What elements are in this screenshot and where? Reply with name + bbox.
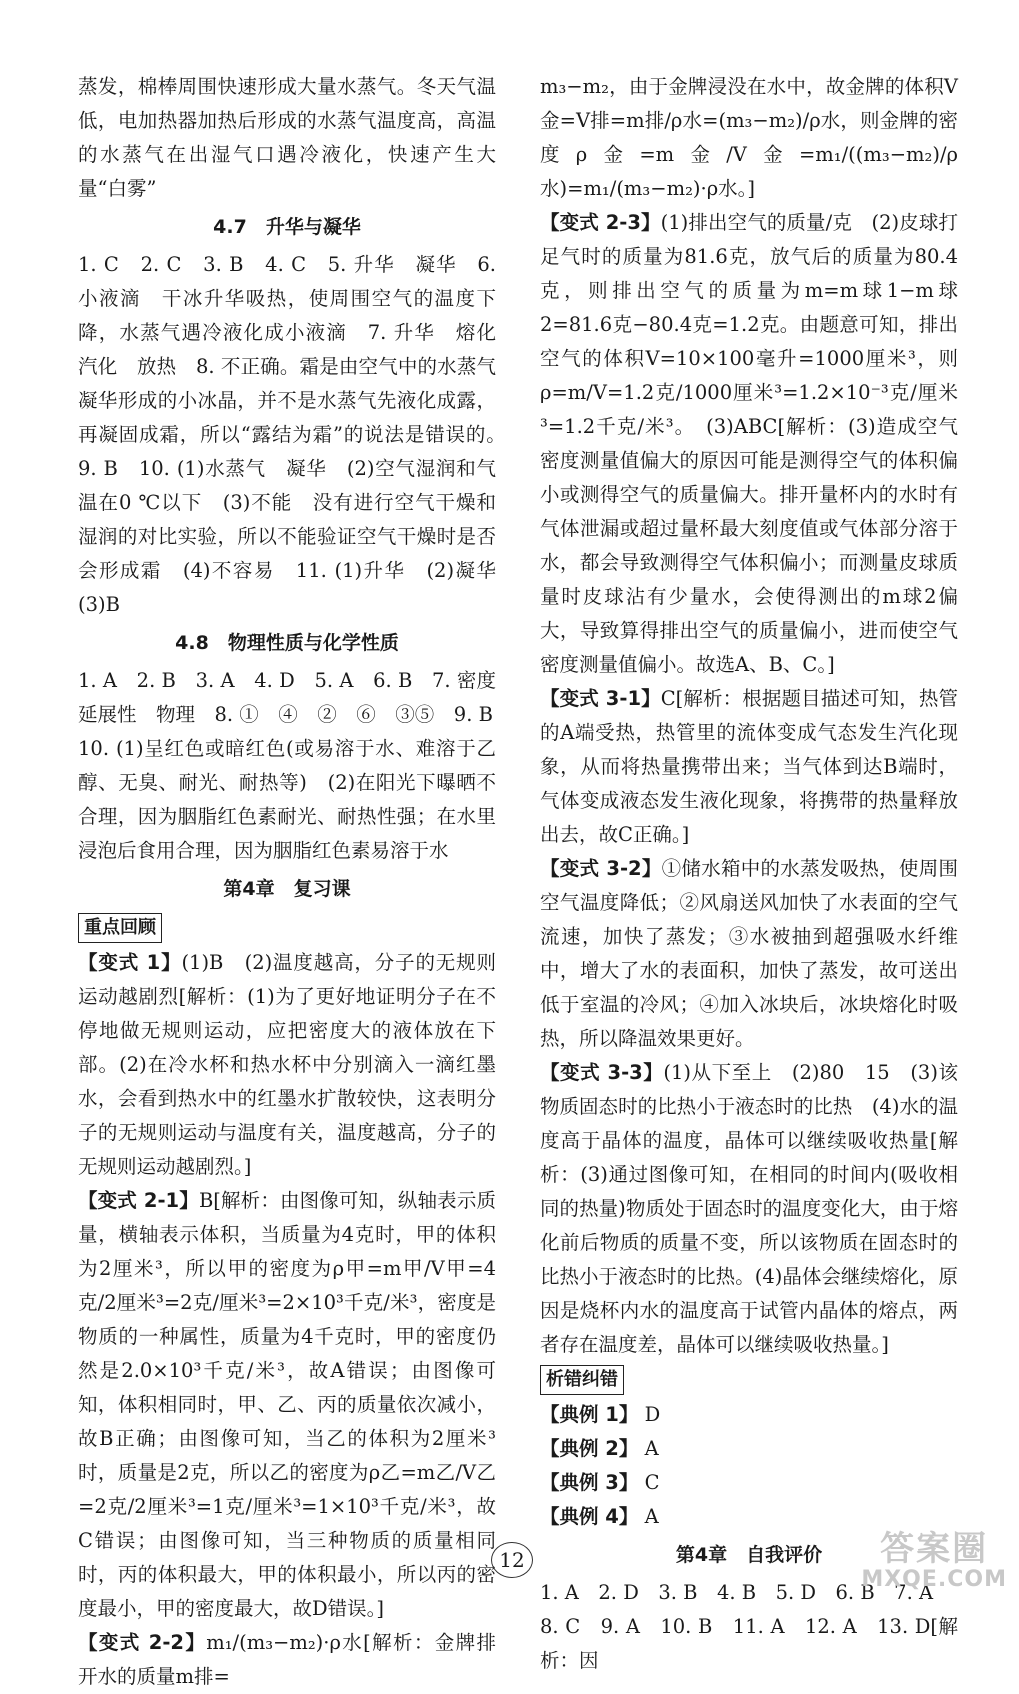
variant-3-2 [540,852,958,1056]
example-2 [540,1432,958,1466]
section-4-7-title: 4.7 升华与凝华 [213,216,361,238]
example-answer: D [644,1403,661,1426]
example-answer: A [644,1505,659,1528]
variant-1 [78,946,496,1184]
watermark [861,1530,1007,1592]
variant-body: (1)从下至上 (2)80 15 (3)该物质固态时的比热小于液态时的比热 (4)水的温度高于晶体的温度，晶体可以继续吸收热量[解析：(3)通过图像可知，在相同的时间内(吸收相同的热量)物质处于固态时的温度变化大，由于熔化前后物质的质量不变，所以该物质在固态时的比热小于液态时的比热。(4)晶体会继续熔化，原因是烧杯内水的温度高于试管内晶体的熔点，两者存在温度差，晶体可以继续吸收热量。] [540,1061,958,1356]
example-1 [540,1398,958,1432]
review-title: 第4章 复习课 [223,878,351,900]
variant-tag: 【变式 2-1】 [78,1189,199,1212]
section-4-7-answers: 1. C 2. C 3. B 4. C 5. 升华 凝华 6. 小液滴 干冰升华吸热，使周围空气的温度下降，水蒸气遇冷液化成小液滴 7. 升华 熔化 汽化 放热 8. 不正确。霜是由空气中的水蒸气凝华形成的小冰晶，并不是水蒸气先液化成露，再凝固成霜，所以“露结为霜”的说法是错误的。 9. B 10. (1)水蒸气 凝华 (2)空气湿润和气温在0 ℃以下 (3)不能 没有进行空气干燥和湿润的对比实验，所以不能验证空气干燥时是否会形成霜 (4)不容易 11. (1)升华 (2)凝华 (3)B [78,253,516,616]
example-tag: 【典例 4】 [540,1505,639,1528]
variant-tag: 【变式 1】 [78,951,182,974]
variant-2-2 [78,1626,496,1694]
example-answer: C [644,1471,660,1494]
section-4-8-title: 4.8 物理性质与化学性质 [175,632,399,654]
watermark-url: MXQE.COM [861,1567,1007,1592]
example-tag: 【典例 3】 [540,1471,639,1494]
variant-tag: 【变式 3-1】 [540,687,661,710]
variant-tag: 【变式 3-3】 [540,1061,664,1084]
intro-paragraph: 蒸发，棉棒周围快速形成大量水蒸气。冬天气温低，电加热器加热后形成的水蒸气温度高，高温的水蒸气在出湿气口遇冷液化，快速产生大量“白雾” [78,75,496,200]
page-number: 12 [491,1542,533,1578]
variant-tag: 【变式 2-2】 [78,1631,207,1654]
key-review-box: 重点回顾 [78,913,162,943]
variant-2-1 [78,1184,496,1626]
variant-body: (1)B (2)温度越高，分子的无规则运动越剧烈[解析：(1)为了更好地证明分子在不停地做无规则运动，应把密度大的液体放在下部。(2)在冷水杯和热水杯中分别滴入一滴红墨水，会看到热水中的红墨水扩散较快，这表明分子的无规则运动与温度有关，温度越高，分子的无规则运动越剧烈。] [78,951,497,1178]
section-4-8-answers: 1. A 2. B 3. A 4. D 5. A 6. B 7. 密度 延展性 物理 8. ① ④ ② ⑥ ③⑤ 9. B [78,669,516,726]
right-column [540,70,958,1678]
self-evaluation-title: 第4章 自我评价 [675,1544,823,1566]
variant-2-2-continued: m₃−m₂，由于金牌浸没在水中，故金牌的体积V金=V排=m排/ρ水=(m₃−m₂)/ρ水，则金牌的密度ρ金=m金/V金=m₁/((m₃−m₂)/ρ水)=m₁/(m₃−m₂)·ρ水。] [540,75,958,200]
variant-body: ①储水箱中的水蒸发吸热，使周围空气温度降低；②风扇送风加快了水表面的空气流速，加快了蒸发；③水被抽到超强吸水纤维中，增大了水的表面积，加快了蒸发，故可送出低于室温的冷风；④加入冰块后，冰块熔化时吸热，所以降温效果更好。 [540,857,958,1050]
variant-3-1 [540,682,958,852]
example-answer: A [644,1437,659,1460]
self-evaluation-line-2: 8. C 9. A 10. B 11. A 12. A 13. D[解析：因 [540,1615,958,1672]
variant-tag: 【变式 3-2】 [540,857,662,880]
variant-tag: 【变式 2-3】 [540,211,661,234]
self-evaluation-line-1: 1. A 2. D 3. B 4. B 5. D 6. B 7. A [540,1581,934,1604]
variant-3-3 [540,1056,958,1362]
example-tag: 【典例 2】 [540,1437,639,1460]
example-3 [540,1466,958,1500]
section-4-8-q10: 10. (1)呈红色或暗红色(或易溶于水、难溶于乙醇、无臭、耐光、耐热等) (2)在阳光下曝晒不合理，因为胭脂红色素耐光、耐热性强；在水里浸泡后食用合理，因为胭脂红色素易溶于水 [78,737,496,862]
variant-body: m₁/(m₃−m₂)·ρ水[解析：金牌排开水的质量m排= [78,1631,496,1688]
variant-body: (1)排出空气的质量/克 (2)皮球打足气时的质量为81.6克，放气后的质量为80.4克，则排出空气的质量为m=m球1−m球2=81.6克−80.4克=1.2克。由题意可知，排出空气的体积V=10×100毫升=1000厘米³，则ρ=m/V=1.2克/1000厘米³=1.2×10⁻³克/厘米³=1.2千克/米³。 (3)ABC[解析：(3)造成空气密度测量值偏大的原因可能是测得空气的体积偏小或测得空气的质量偏大。排开量杯内的水时有气体泄漏或超过量杯最大刻度值或气体部分溶于水，都会导致测得空气体积偏小；而测量皮球质量时皮球沾有少量水，会使得测出的m球2偏大，导致算得排出空气的质量偏小，进而使空气密度测量值偏小。故选A、B、C。] [540,211,958,676]
variant-body: B[解析：由图像可知，纵轴表示质量，横轴表示体积，当质量为4克时，甲的体积为2厘米³，所以甲的密度为ρ甲=m甲/V甲=4克/2厘米³=2克/厘米³=2×10³千克/米³，密度是物质的一种属性，质量为4千克时，甲的密度仍然是2.0×10³千克/米³，故A错误；由图像可知，体积相同时，甲、乙、丙的质量依次减小，故B正确；由图像可知，当乙的体积为2厘米³时，质量是2克，所以乙的密度为ρ乙=m乙/V乙=2克/2厘米³=1克/厘米³=1×10³千克/米³，故C错误；由图像可知，当三种物质的质量相同时，丙的体积最大，甲的体积最小，所以丙的密度最小，甲的密度最大，故D错误。] [78,1189,496,1620]
variant-body: C[解析：根据题目描述可知，热管的A端受热，热管里的流体变成气态发生汽化现象，从而将热量携带出来；当气体到达B端时，气体变成液态发生液化现象，将携带的热量释放出去，故C正确。] [540,687,958,846]
error-analysis-box: 析错纠错 [540,1365,624,1395]
example-tag: 【典例 1】 [540,1403,639,1426]
variant-2-3 [540,206,958,682]
watermark-logo: 答案圈 [880,1529,989,1569]
